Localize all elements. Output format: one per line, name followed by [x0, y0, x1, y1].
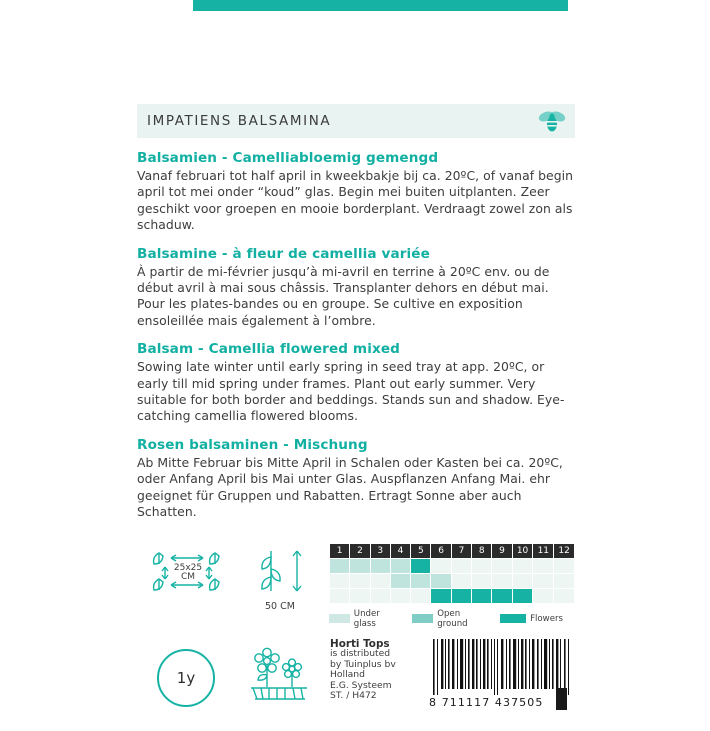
language-block-nl — [137, 150, 574, 234]
sowing-calendar — [329, 543, 575, 629]
calendar-legend — [329, 609, 575, 629]
barcode — [429, 639, 575, 709]
language-block-de — [137, 437, 574, 521]
legend-swatch-open-ground — [412, 614, 433, 623]
legend-label-under-glass: Under glass — [353, 608, 380, 629]
top-accent-bar — [193, 0, 568, 11]
calendar-month: 8 — [472, 543, 492, 558]
calendar-row-under-glass — [330, 558, 575, 573]
calendar-month: 3 — [370, 543, 390, 558]
language-text-en: Sowing late winter until early spring in seed tray at app. 20ºC, or early till mid spring under frames. Plant out early summer. Very suitable for both border and beddings. Stands sun and shadow. Eye-catching camellia flowered blooms. — [137, 359, 565, 424]
calendar-month: 6 — [431, 543, 451, 558]
language-title-nl: Balsamien - Camelliabloemig gemengd — [137, 150, 439, 166]
language-text-fr: À partir de mi-février jusqu’à mi-avril en terrine à 20ºC env. ou de début avril à mai sous châssis. Transplanter dehors en début mai. Pour les plates-bandes ou en groupe. Se cultive en exposition ensoleillée mais également à l’ombre. — [137, 263, 550, 328]
language-title-fr: Balsamine - à fleur de camellia variée — [137, 245, 430, 262]
svg-text:CM: CM — [180, 571, 196, 582]
flower-bed-icon — [237, 647, 321, 715]
icon-row — [137, 543, 574, 629]
legend-item-flowers — [500, 614, 563, 624]
language-text-de: Ab Mitte Februar bis Mitte April in Schalen oder Kasten bei ca. 20ºC, oder Anfang April bis Mai unter Glas. Auspflanzen Anfang Mai. ehr geeignet für Gruppen und Rabatten. Ertragt Sonne aber auch Schatten. — [137, 454, 563, 520]
language-block-fr — [137, 246, 574, 330]
legend-item-open-ground — [412, 609, 482, 629]
plant-spacing-icon — [145, 543, 231, 599]
latin-name-bar — [137, 104, 574, 138]
language-title-en: Balsam - Camellia flowered mixed — [137, 341, 400, 358]
company-line-1: is distributed — [330, 648, 391, 660]
calendar-month: 11 — [533, 543, 554, 558]
company-line-5: ST. / H472 — [330, 690, 377, 702]
calendar-header-row — [330, 543, 575, 558]
company-line-2: by Tuinplus bv — [330, 658, 396, 670]
calendar-row-flowers — [330, 588, 575, 603]
plant-spacing-icon-group — [145, 543, 231, 599]
legend-label-open-ground: Open ground — [437, 608, 468, 629]
bottom-row — [137, 637, 574, 731]
plant-height-icon-group — [249, 543, 311, 612]
calendar-month: 4 — [390, 543, 410, 558]
calendar-table — [329, 543, 575, 604]
legend-swatch-flowers — [500, 614, 526, 623]
barcode-bars — [429, 639, 575, 695]
page-title: IMPATIENS BALSAMINA — [147, 113, 332, 129]
seed-packet-back — [137, 104, 574, 731]
legend-label-flowers: Flowers — [530, 613, 563, 624]
calendar-month: 2 — [350, 543, 370, 558]
barcode-number: 8 711117 437505 — [429, 695, 544, 709]
bee-icon — [529, 104, 575, 138]
lifecycle-icon — [157, 649, 215, 707]
svg-text:25x25: 25x25 — [173, 562, 203, 573]
plant-height-label: 50 CM — [265, 600, 295, 612]
calendar-month: 1 — [330, 543, 350, 558]
language-title-de: Rosen balsaminen - Mischung — [137, 436, 368, 453]
language-text-nl: Vanaf februari tot half april in kweekbakje bij ca. 20ºC, of vanaf begin april tot mei onder “koud” glas. Begin mei buiten uitplanten. Zeer geschikt voor groepen en mooie borderplant. Verdraagt zowel zon als schaduw. — [137, 168, 574, 233]
company-line-4: E.G. Systeem — [330, 679, 392, 691]
legend-swatch-under-glass — [329, 614, 350, 623]
calendar-month: 5 — [411, 543, 431, 558]
calendar-month: 7 — [451, 543, 471, 558]
calendar-row-open-ground — [330, 573, 575, 588]
company-line-3: Holland — [330, 669, 365, 681]
company-brand: Horti Tops — [330, 637, 390, 650]
calendar-month: 12 — [554, 543, 575, 558]
bottom-registration-mark — [556, 688, 567, 710]
language-block-en — [137, 341, 574, 425]
plant-height-icon — [249, 543, 311, 599]
calendar-month: 10 — [512, 543, 533, 558]
company-info — [330, 639, 396, 703]
calendar-month: 9 — [492, 543, 512, 558]
legend-item-under-glass — [329, 609, 394, 629]
lifecycle-label: 1y — [176, 668, 196, 687]
